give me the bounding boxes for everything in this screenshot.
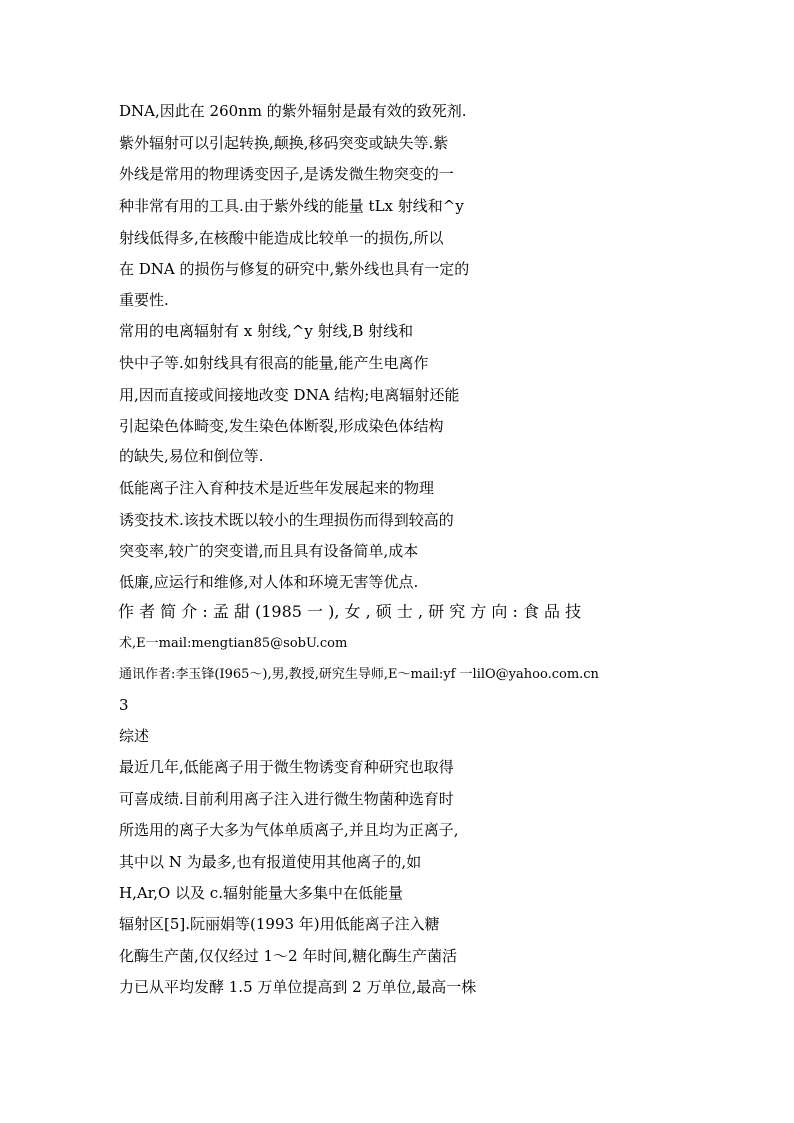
author-email-line: 术,E一mail:mengtian85@sobU.com <box>119 636 348 651</box>
text-line: 所选用的离子大多为气体单质离子,并且均为正离子, <box>119 821 459 839</box>
text-line: 低廉,应运行和维修,对人体和环境无害等优点. <box>119 573 419 591</box>
text-line: 外线是常用的物理诱变因子,是诱发微生物突变的一 <box>119 165 454 183</box>
text-line: 辐射区[5].阮丽娟等(1993 年)用低能离子注入糖 <box>119 915 440 933</box>
page-number: 3 <box>119 696 129 714</box>
text-line: 种非常有用的工具.由于紫外线的能量 tLx 射线和^y <box>119 197 464 215</box>
author-intro-line: 作 者 简 介 : 孟 甜 (1985 一 ), 女 , 硕 士 , 研 究 方 向 : 食 品 技 <box>118 602 582 621</box>
text-line: H,Ar,O 以及 c.辐射能量大多集中在低能量 <box>119 884 403 902</box>
text-line: 可喜成绩.目前利用离子注入进行微生物菌种选育时 <box>119 790 454 808</box>
text-line: 常用的电离辐射有 x 射线,^y 射线,B 射线和 <box>119 322 414 340</box>
text-line: 重要性. <box>119 291 169 309</box>
text-line: 用,因而直接或间接地改变 DNA 结构;电离辐射还能 <box>119 386 460 404</box>
corresponding-author-line: 通讯作者:李玉锋(I965～),男,教授,研究生导师,E～mail:yf 一lilO@yahoo.com.cn <box>119 667 599 682</box>
text-line: 在 DNA 的损伤与修复的研究中,紫外线也具有一定的 <box>119 260 470 278</box>
text-line: 力已从平均发酵 1.5 万单位提高到 2 万单位,最高一株 <box>119 978 477 996</box>
text-line: 紫外辐射可以引起转换,颠换,移码突变或缺失等.紫 <box>119 134 449 152</box>
text-line: 突变率,较广的突变谱,而且具有设备简单,成本 <box>119 542 419 560</box>
text-line: DNA,因此在 260nm 的紫外辐射是最有效的致死剂. <box>119 102 467 120</box>
section-label: 综述 <box>119 727 150 745</box>
text-line: 引起染色体畸变,发生染色体断裂,形成染色体结构 <box>119 417 444 435</box>
text-line: 快中子等.如射线具有很高的能量,能产生电离作 <box>119 354 429 372</box>
text-line: 诱变技术.该技术既以较小的生理损伤而得到较高的 <box>119 511 454 529</box>
text-line: 低能离子注入育种技术是近些年发展起来的物理 <box>119 479 435 497</box>
text-line: 射线低得多,在核酸中能造成比较单一的损伤,所以 <box>119 229 444 247</box>
text-line: 其中以 N 为最多,也有报道使用其他离子的,如 <box>119 853 422 871</box>
text-line: 最近几年,低能离子用于微生物诱变育种研究也取得 <box>119 758 454 776</box>
text-line: 的缺失,易位和倒位等. <box>119 447 264 465</box>
text-line: 化酶生产菌,仅仅经过 1～2 年时间,糖化酶生产菌活 <box>119 947 458 965</box>
